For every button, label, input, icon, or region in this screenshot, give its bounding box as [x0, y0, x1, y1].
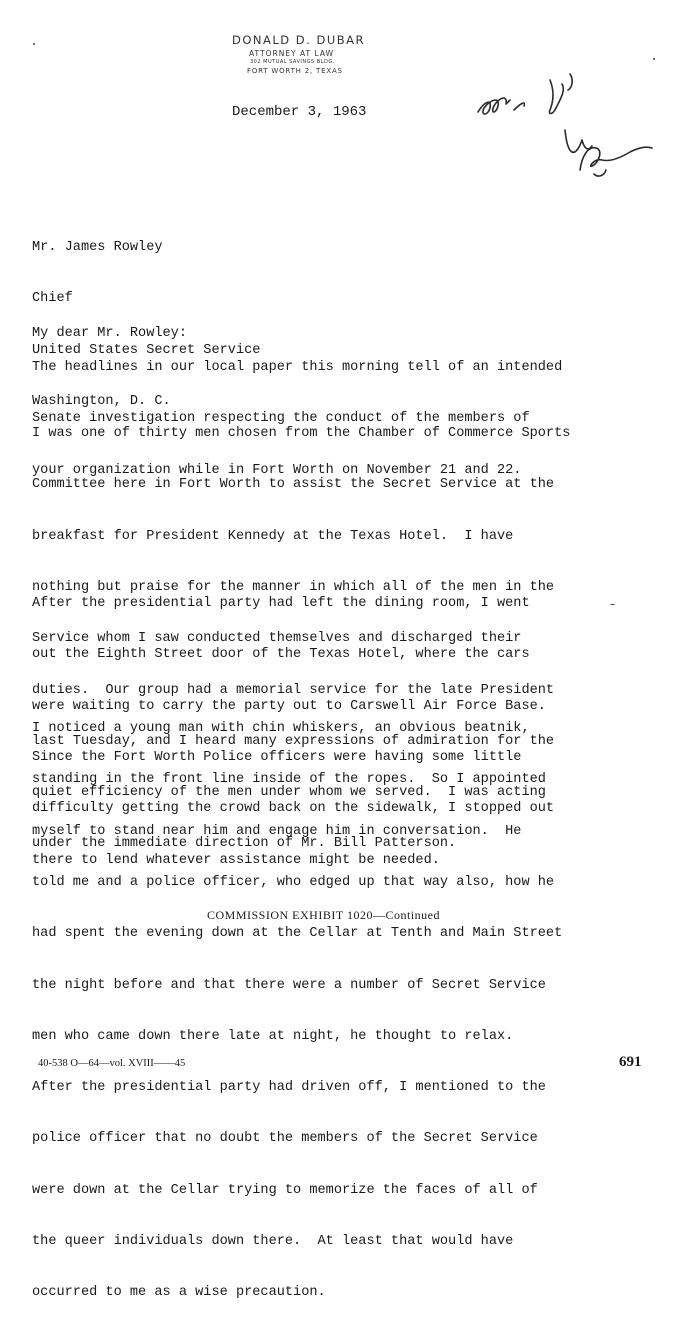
scan-speck [653, 58, 655, 60]
addressee-line: Chief [32, 291, 73, 307]
addressee-line: Mr. James Rowley [32, 240, 163, 256]
handwritten-initials [470, 60, 655, 185]
text-line: Committee here in Fort Worth to assist the Secret Service at the [32, 477, 555, 493]
text-line: difficulty getting the crowd back on the sidewalk, I stopped out [32, 801, 555, 817]
paragraph-4 [32, 686, 562, 1336]
text-line: myself to stand near him and engage him in conversation. He [32, 823, 522, 839]
footer-printing-code: 40-538 O—64—vol. XVIII——45 [38, 1058, 186, 1069]
text-line: your organization while in Fort Worth on November 21 and 22. [32, 462, 522, 478]
text-line: nothing but praise for the manner in which all of the men in the [32, 580, 555, 596]
scan-speck [610, 604, 615, 605]
text-line: After the presidential party had left the dining room, I went [32, 596, 530, 612]
letterhead-name: DONALD D. DUBAR [232, 33, 365, 47]
text-line: the queer individuals down there. At least that would have [32, 1234, 514, 1249]
text-line: occurred to me as a wise precaution. [32, 1285, 326, 1301]
text-line: last Tuesday, and I heard many expressions of admiration for the [32, 733, 555, 749]
text-line: were waiting to carry the party out to Carswell Air Force Base. [32, 698, 546, 714]
salutation-line: My dear Mr. Rowley: [32, 326, 187, 342]
text-line: had spent the evening down at the Cellar at Tenth and Main Street [32, 926, 563, 942]
text-line: men who came down there late at night, he thought to relax. [32, 1028, 514, 1044]
text-line: I was one of thirty men chosen from the Chamber of Commerce Sports [32, 426, 571, 442]
letter-date: December 3, 1963 [232, 104, 367, 120]
scan-speck [33, 43, 35, 45]
text-line: The headlines in our local paper this morning tell of an intended [32, 360, 563, 376]
exhibit-caption: COMMISSION EXHIBIT 1020—Continued [207, 908, 440, 922]
text-line: quiet efficiency of the men under whom we served. I was acting [32, 785, 546, 801]
letterhead-city: FORT WORTH 2, TEXAS [247, 67, 343, 75]
text-line: under the immediate direction of Mr. Bill Patterson. [32, 836, 457, 852]
text-line: After the presidential party had driven off, I mentioned to the [32, 1080, 546, 1096]
text-line: Senate investigation respecting the conduct of the members of [32, 411, 530, 427]
text-line: the night before and that there were a number of Secret Service [32, 977, 546, 993]
text-line: Service whom I saw conducted themselves and discharged their [32, 631, 522, 647]
text-line: out the Eighth Street door of the Texas Hotel, where the cars [32, 647, 530, 663]
text-line: police officer that no doubt the members of the Secret Service [32, 1131, 538, 1147]
letterhead-address: 302 MUTUAL SAVINGS BLDG. [250, 59, 335, 65]
text-line: breakfast for President Kennedy at the Texas Hotel. I have [32, 528, 514, 544]
addressee-line: United States Secret Service [32, 342, 261, 358]
text-line: duties. Our group had a memorial service for the late President [32, 682, 555, 698]
text-line: Since the Fort Worth Police officers were having some little [32, 750, 522, 766]
text-line: standing in the front line inside of the ropes. So I appointed [32, 772, 546, 788]
text-line: were down at the Cellar trying to memorize the faces of all of [32, 1182, 538, 1198]
addressee-line: Washington, D. C. [32, 394, 171, 410]
text-line: there to lend whatever assistance might be needed. [32, 852, 440, 868]
text-line: told me and a police officer, who edged up that way also, how he [32, 875, 555, 891]
letterhead [232, 33, 382, 75]
page-number: 691 [619, 1054, 642, 1070]
text-line: I noticed a young man with chin whiskers, an obvious beatnik, [32, 721, 530, 737]
letterhead-title: ATTORNEY AT LAW [249, 49, 335, 58]
